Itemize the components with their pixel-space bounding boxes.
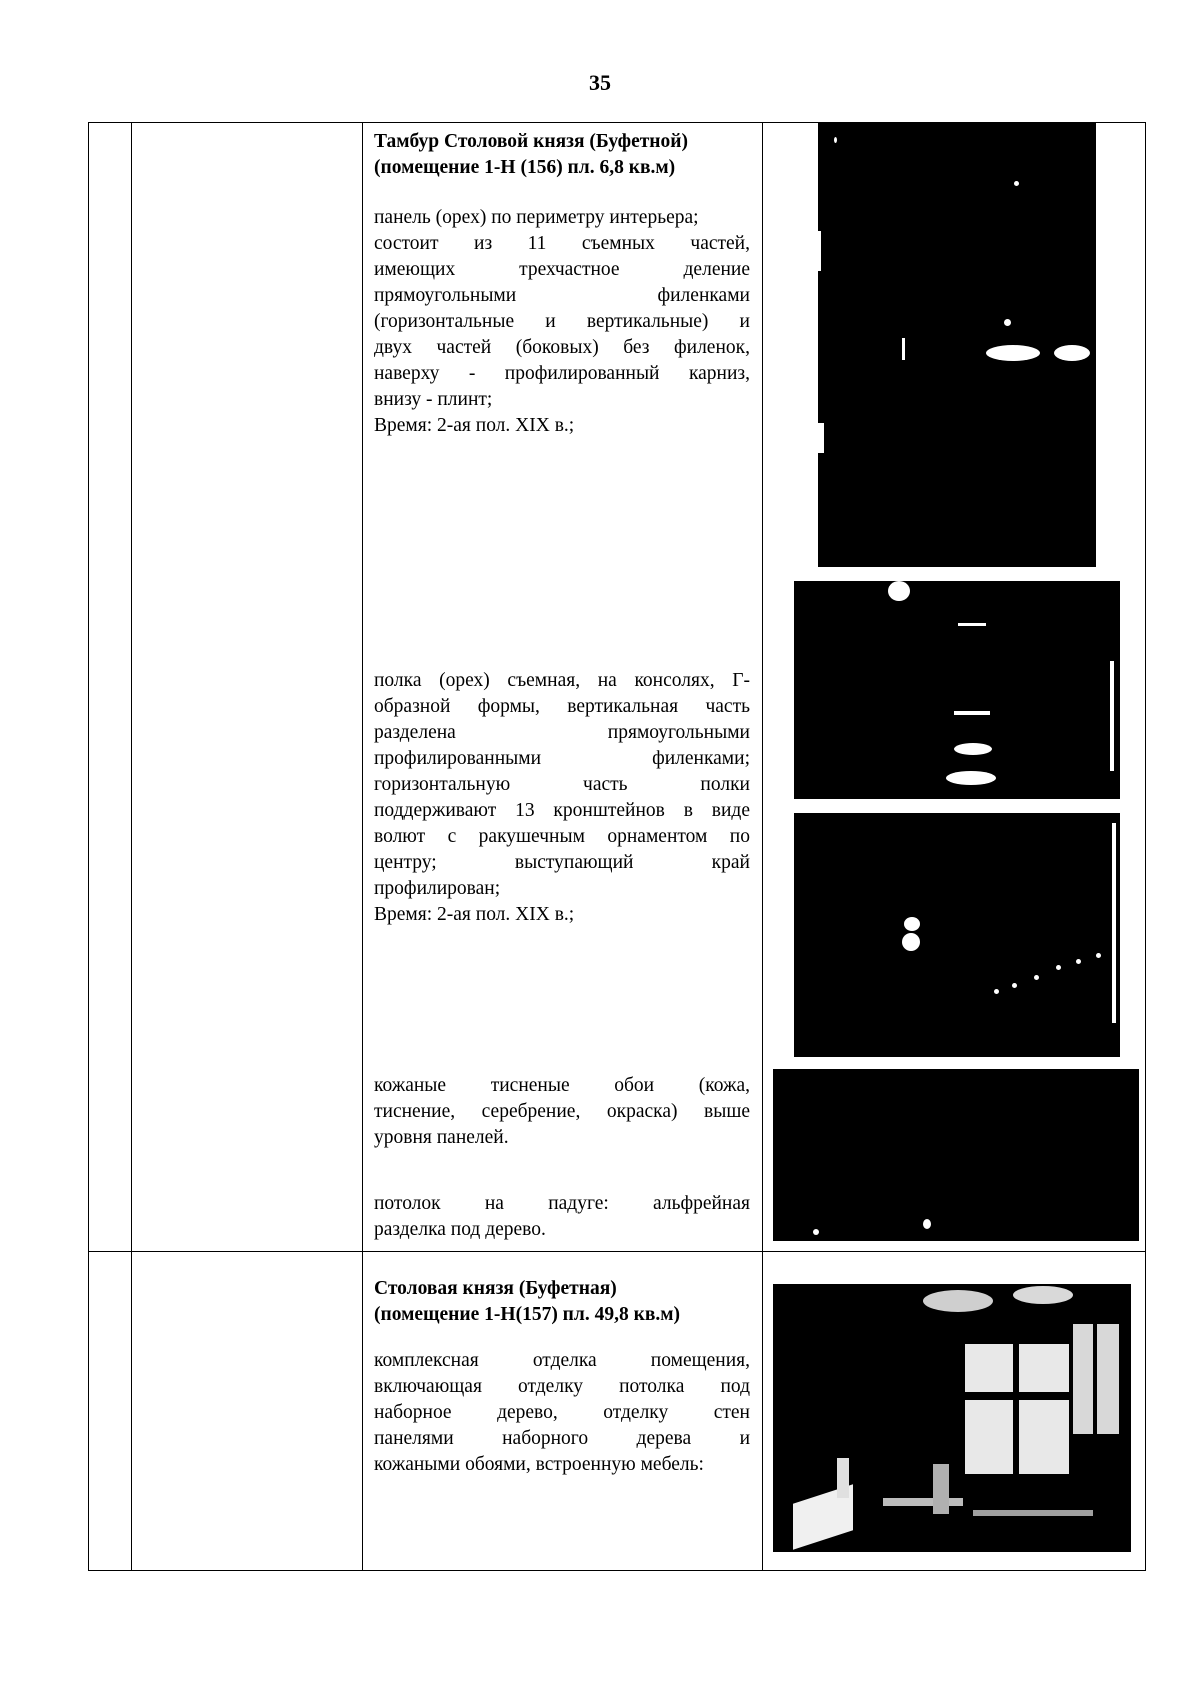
text-line: включающая отделку потолка под xyxy=(374,1376,750,1397)
text-line: внизу - плинт; xyxy=(374,389,493,410)
table-row xyxy=(89,1251,1145,1570)
row-number-cell xyxy=(89,1252,131,1570)
description-paragraph xyxy=(374,1073,750,1151)
text-line: Время: 2-ая пол. XIX в.; xyxy=(374,415,575,436)
description-cell xyxy=(362,123,762,1251)
shelf-photo xyxy=(794,581,1120,799)
row-number-cell xyxy=(89,123,131,1251)
photo-cell xyxy=(762,1252,1145,1570)
text-line: состоит из 11 съемных частей, xyxy=(374,233,750,254)
description-paragraph xyxy=(374,1191,750,1243)
text-line: профилированными филенками; xyxy=(374,748,750,769)
text-line: имеющих трехчастное деление xyxy=(374,259,750,280)
text-line: волют с ракушечным орнаментом по xyxy=(374,826,750,847)
inventory-table xyxy=(88,122,1146,1571)
text-line: тиснение, серебрение, окраска) выше xyxy=(374,1101,750,1122)
text-line: двух частей (боковых) без филенок, xyxy=(374,337,750,358)
text-line: образной формы, вертикальная часть xyxy=(374,696,750,717)
text-line: Время: 2-ая пол. XIX в.; xyxy=(374,904,575,925)
heading-line: Столовая князя (Буфетная) xyxy=(374,1278,617,1299)
text-line: панель (орех) по периметру интерьера; xyxy=(374,207,699,228)
bracket-photo xyxy=(794,813,1120,1057)
text-line: комплексная отделка помещения, xyxy=(374,1350,750,1371)
dining-room-photo xyxy=(773,1284,1131,1552)
text-line: профилирован; xyxy=(374,878,501,899)
text-line: разделка под дерево. xyxy=(374,1219,546,1240)
text-line: (горизонтальные и вертикальные) и xyxy=(374,311,750,332)
text-line: наверху - профилированный карниз, xyxy=(374,363,750,384)
table-row xyxy=(89,123,1145,1251)
text-line: поддерживают 13 кронштейнов в виде xyxy=(374,800,750,821)
photo-cell xyxy=(762,123,1145,1251)
object-name-cell xyxy=(131,123,362,1251)
text-line: прямоугольными филенками xyxy=(374,285,750,306)
text-line: уровня панелей. xyxy=(374,1127,509,1148)
panel-photo xyxy=(818,123,1096,567)
heading-line: Тамбур Столовой князя (Буфетной) xyxy=(374,131,689,152)
description-paragraph xyxy=(374,205,750,439)
text-line: панелями наборного дерева и xyxy=(374,1428,750,1449)
section-heading xyxy=(374,129,750,181)
text-line: потолок на падуге: альфрейная xyxy=(374,1193,750,1214)
text-line: кожаные тисненые обои (кожа, xyxy=(374,1075,750,1096)
page-number: 35 xyxy=(589,70,611,95)
text-line: разделена прямоугольными xyxy=(374,722,750,743)
text-line: горизонтальную часть полки xyxy=(374,774,750,795)
text-line: наборное дерево, отделку стен xyxy=(374,1402,750,1423)
section-heading xyxy=(374,1276,750,1328)
object-name-cell xyxy=(131,1252,362,1570)
description-paragraph xyxy=(374,668,750,928)
description-cell xyxy=(362,1252,762,1570)
wallpaper-photo xyxy=(773,1069,1139,1241)
text-line: центру; выступающий край xyxy=(374,852,750,873)
heading-line: (помещение 1-Н(157) пл. 49,8 кв.м) xyxy=(374,1304,681,1325)
heading-line: (помещение 1-Н (156) пл. 6,8 кв.м) xyxy=(374,157,676,178)
description-paragraph xyxy=(374,1348,750,1478)
text-line: кожаными обоями, встроенную мебель: xyxy=(374,1454,704,1475)
text-line: полка (орех) съемная, на консолях, Г- xyxy=(374,670,750,691)
